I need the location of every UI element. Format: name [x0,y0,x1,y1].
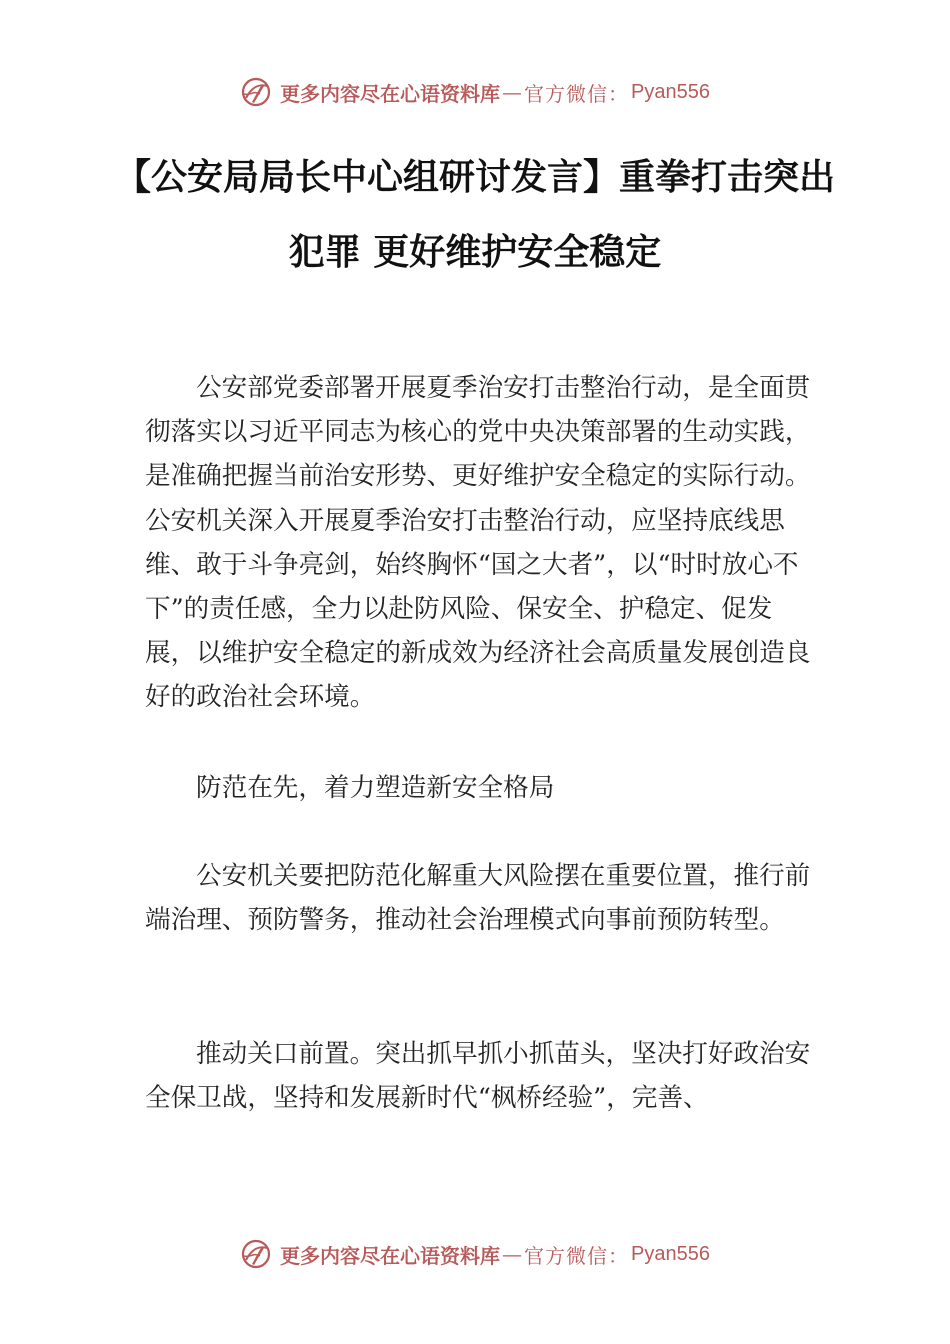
body-paragraph: 推动关口前置。突出抓早抓小抓苗头，坚决打好政治安全保卫战，坚持和发展新时代“枫桥经验”，完善、 [145,1039,811,1114]
banner-main-text: 更多内容尽在心语资料库 [280,1243,501,1268]
banner-wechat-label: 官方微信： [524,1243,630,1268]
banner-wechat-id: Pyan556 [631,1242,710,1265]
section-heading: 防范在先，着力塑造新安全格局 [196,773,555,803]
body-paragraph: 公安机关要把防范化解重大风险摆在重要位置，推行前端治理、预防警务，推动社会治理模式向事前预防转型。 [145,861,811,936]
banner-wechat-id: Pyan556 [631,80,710,103]
banner-wechat-label: 官方微信： [524,81,630,106]
document-title: 【公安局局长中心组研讨发言】重拳打击突出犯罪 更好维护安全稳定 [114,156,835,273]
pen-swirl-logo-icon [240,1238,272,1270]
banner-main-text: 更多内容尽在心语资料库 [280,81,501,106]
banner-dash: — [502,1242,523,1266]
banner-dash: — [502,80,523,104]
pen-swirl-logo-icon [240,76,272,108]
body-paragraph: 公安部党委部署开展夏季治安打击整治行动，是全面贯彻落实以习近平同志为核心的党中央决策部署的生动实践，是准确把握当前治安形势、更好维护安全稳定的实际行动。公安机关深入开展夏季治安打击整治行动，应坚持底线思维、敢于斗争亮剑，始终胸怀“国之大者”，以“时时放心不下”的责任感，全力以赴防风险、保安全、护稳定、促发展，以维护安全稳定的新成效为经济社会高质量发展创造良好的政治社会环境。 [145,373,811,713]
header-watermark-banner [0,70,950,114]
footer-watermark-banner [0,1232,950,1276]
